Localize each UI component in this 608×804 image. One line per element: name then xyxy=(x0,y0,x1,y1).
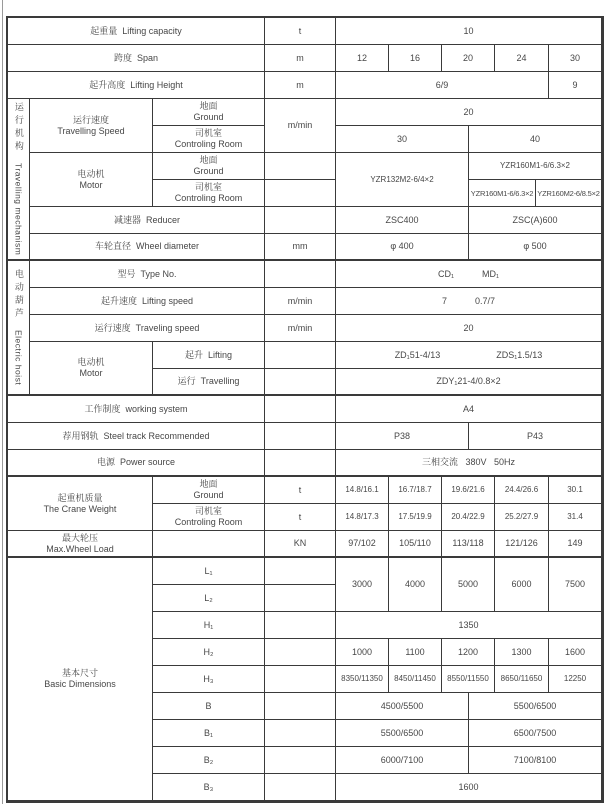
electric-hoist-en: Electric hoist xyxy=(13,330,24,386)
crane-weight-cab-unit: t xyxy=(265,504,336,531)
crane-weight-cab-v2: 17.5/19.9 xyxy=(389,504,442,531)
dim-l-v4: 6000 xyxy=(495,558,549,612)
steel-track-label xyxy=(8,423,265,450)
travelling-motor-ground-label xyxy=(153,153,265,180)
max-wheel-load-v3: 113/118 xyxy=(442,531,495,558)
dim-l-v2: 4000 xyxy=(389,558,442,612)
cab-zh: 司机室 xyxy=(194,128,222,139)
travelling-speed-ground-label xyxy=(153,99,265,126)
hoist-motor-travelling-zh: 运行 xyxy=(177,376,196,387)
dim-h1-value: 1350 xyxy=(336,612,602,639)
max-wheel-load-subcell-empty xyxy=(153,531,265,558)
dim-h1-label: H₁ xyxy=(153,612,265,639)
max-wheel-load-v5: 149 xyxy=(549,531,602,558)
dim-b1-value-right: 6500/7500 xyxy=(469,720,602,747)
type-no-label xyxy=(30,261,265,288)
hoist-motor-lifting-zh: 起升 xyxy=(184,349,203,360)
dim-l-v3: 5000 xyxy=(442,558,495,612)
lifting-capacity-label xyxy=(8,18,265,45)
dim-b3-value: 1600 xyxy=(336,774,602,801)
hoist-lifting-speed-value-a: 7 xyxy=(441,295,447,306)
dim-b2-value-left: 6000/7100 xyxy=(336,747,469,774)
max-wheel-load-v1: 97/102 xyxy=(336,531,389,558)
dim-b-value-left: 4500/5500 xyxy=(336,693,469,720)
dim-h2-v2: 1100 xyxy=(389,639,442,666)
travelling-speed-unit: m/min xyxy=(265,99,336,153)
crane-weight-ground-v5: 30.1 xyxy=(549,477,602,504)
travelling-speed-cab-value-left: 30 xyxy=(336,126,469,153)
dim-b2-label: B₂ xyxy=(153,747,265,774)
dim-l1-label: L₁ xyxy=(153,558,265,585)
reducer-label xyxy=(30,207,265,234)
working-system-zh: 工作制度 xyxy=(84,403,121,414)
span-label-en: Span xyxy=(136,52,159,63)
crane-weight-ground-v2: 16.7/18.7 xyxy=(389,477,442,504)
lifting-height-value-main: 6/9 xyxy=(336,72,549,99)
dim-h2-v3: 1200 xyxy=(442,639,495,666)
unit-cell-empty xyxy=(265,153,336,180)
unit-cell-empty xyxy=(265,612,336,639)
max-wheel-load-en: Max.Wheel Load xyxy=(46,543,114,554)
unit-cell-empty xyxy=(265,342,336,369)
unit-cell-empty xyxy=(265,423,336,450)
wheel-diameter-value-left: φ 400 xyxy=(336,234,469,261)
type-no-label-zh: 型号 xyxy=(117,268,136,279)
lifting-capacity-unit: t xyxy=(265,18,336,45)
ground-en: Ground xyxy=(193,490,224,500)
travelling-speed-label-zh: 运行速度 xyxy=(72,114,109,125)
span-unit: m xyxy=(265,45,336,72)
dim-b-label: B xyxy=(153,693,265,720)
lifting-height-label-zh: 起升高度 xyxy=(89,79,126,90)
max-wheel-load-unit: KN xyxy=(265,531,336,558)
hoist-traveling-speed-value: 20 xyxy=(336,315,602,342)
unit-cell-empty xyxy=(265,774,336,801)
hoist-motor-lifting-value-a: ZD₁51-4/13 xyxy=(394,349,441,360)
dim-h3-label: H₃ xyxy=(153,666,265,693)
steel-track-value-left: P38 xyxy=(336,423,469,450)
cab-zh: 司机室 xyxy=(194,506,222,517)
crane-weight-zh: 起重机质量 xyxy=(57,492,103,503)
crane-weight-ground-v4: 24.4/26.6 xyxy=(495,477,549,504)
unit-cell-empty xyxy=(265,720,336,747)
lifting-height-value-last: 9 xyxy=(549,72,602,99)
unit-cell-empty xyxy=(265,666,336,693)
span-value-24: 24 xyxy=(495,45,549,72)
hoist-traveling-speed-label xyxy=(30,315,265,342)
crane-weight-ground-v3: 19.6/21.6 xyxy=(442,477,495,504)
travelling-motor-label xyxy=(30,153,153,207)
cab-en: Controling Room xyxy=(174,517,243,527)
travelling-motor-cab-label xyxy=(153,180,265,207)
max-wheel-load-zh: 最大轮压 xyxy=(61,532,98,543)
hoist-lifting-speed-label xyxy=(30,288,265,315)
dim-h2-v1: 1000 xyxy=(336,639,389,666)
travelling-mechanism-zh: 运行机构 xyxy=(13,102,24,155)
travelling-mechanism-vertical-label xyxy=(13,102,24,255)
unit-cell-empty xyxy=(265,585,336,612)
reducer-label-en: Reducer xyxy=(145,214,181,225)
unit-cell-empty xyxy=(265,558,336,585)
ground-zh: 地面 xyxy=(199,101,218,112)
span-value-12: 12 xyxy=(336,45,389,72)
hoist-motor-lifting-value xyxy=(336,342,602,369)
span-label xyxy=(8,45,265,72)
electric-hoist-vertical-label xyxy=(13,269,24,385)
hoist-motor-zh: 电动机 xyxy=(77,357,105,368)
lifting-height-unit: m xyxy=(265,72,336,99)
travelling-speed-cab-value-right: 40 xyxy=(469,126,602,153)
wheel-diameter-unit: mm xyxy=(265,234,336,261)
crane-weight-cab-v5: 31.4 xyxy=(549,504,602,531)
lifting-capacity-label-en: Lifting capacity xyxy=(122,25,182,36)
unit-cell-empty xyxy=(265,450,336,477)
crane-weight-cab-v1: 14.8/17.3 xyxy=(336,504,389,531)
span-value-20: 20 xyxy=(442,45,495,72)
ground-zh: 地面 xyxy=(199,479,218,490)
hoist-motor-travelling-value: ZDY₁21-4/0.8×2 xyxy=(336,369,602,396)
basic-dimensions-en: Basic Dimensions xyxy=(44,679,116,689)
type-no-value-a: CD₁ xyxy=(437,268,454,279)
wheel-diameter-label-en: Wheel diameter xyxy=(135,241,200,252)
dim-h3-v3: 8550/11550 xyxy=(442,666,495,693)
reducer-value-right: ZSC(A)600 xyxy=(469,207,602,234)
dim-h3-v2: 8450/11450 xyxy=(389,666,442,693)
hoist-motor-travelling-label xyxy=(153,369,265,396)
travelling-motor-main-value: YZR132M2-6/4×2 xyxy=(336,153,469,207)
travelling-motor-en: Motor xyxy=(79,179,103,190)
cab-en: Controling Room xyxy=(174,193,243,203)
crane-weight-cab-label xyxy=(153,504,265,531)
dim-l2-label: L₂ xyxy=(153,585,265,612)
crane-weight-cab-v3: 20.4/22.9 xyxy=(442,504,495,531)
hoist-motor-lifting-label xyxy=(153,342,265,369)
reducer-value-left: ZSC400 xyxy=(336,207,469,234)
dim-h3-v4: 8650/11650 xyxy=(495,666,549,693)
steel-track-value-right: P43 xyxy=(469,423,602,450)
ground-en: Ground xyxy=(193,112,224,122)
hoist-motor-lifting-value-b: ZDS₁1.5/13 xyxy=(496,349,543,360)
lifting-capacity-value: 10 xyxy=(336,18,602,45)
max-wheel-load-v4: 121/126 xyxy=(495,531,549,558)
dim-b1-label: B₁ xyxy=(153,720,265,747)
electric-hoist-zh: 电动葫芦 xyxy=(13,269,24,322)
dim-h2-label: H₂ xyxy=(153,639,265,666)
wheel-diameter-label xyxy=(30,234,265,261)
hoist-motor-label xyxy=(30,342,153,396)
crane-weight-ground-v1: 14.8/16.1 xyxy=(336,477,389,504)
dim-h2-v4: 1300 xyxy=(495,639,549,666)
dim-h2-v5: 1600 xyxy=(549,639,602,666)
hoist-motor-lifting-en: Lifting xyxy=(207,349,233,360)
crane-weight-unit: t xyxy=(265,477,336,504)
travelling-motor-right-bottom-right-value: YZR160M2-6/8.5×2 xyxy=(536,180,602,207)
basic-dimensions-zh: 基本尺寸 xyxy=(61,668,98,679)
hoist-traveling-speed-en: Traveling speed xyxy=(135,322,200,333)
power-source-value: 三相交流 380V 50Hz xyxy=(336,450,602,477)
wheel-diameter-label-zh: 车轮直径 xyxy=(94,241,131,252)
max-wheel-load-label xyxy=(8,531,153,558)
crane-weight-en: The Crane Weight xyxy=(43,503,117,514)
dim-l-v5: 7500 xyxy=(549,558,602,612)
unit-cell-empty xyxy=(265,396,336,423)
cab-en: Controling Room xyxy=(174,139,243,149)
hoist-motor-travelling-en: Travelling xyxy=(200,376,240,387)
travelling-speed-label xyxy=(30,99,153,153)
lifting-capacity-label-zh: 起重量 xyxy=(90,25,118,36)
hoist-lifting-speed-unit: m/min xyxy=(265,288,336,315)
working-system-en: working system xyxy=(125,403,188,414)
hoist-lifting-speed-value-b: 0.7/7 xyxy=(474,295,496,306)
hoist-motor-en: Motor xyxy=(79,368,103,378)
travelling-motor-right-top-value: YZR160M1-6/6.3×2 xyxy=(469,153,602,180)
travelling-motor-right-bottom-left-value: YZR160M1-6/6.3×2 xyxy=(469,180,536,207)
travelling-speed-ground-value: 20 xyxy=(336,99,602,126)
type-no-value xyxy=(336,261,602,288)
unit-cell-empty xyxy=(265,639,336,666)
steel-track-zh: 荐用钢轨 xyxy=(62,430,99,441)
basic-dimensions-label xyxy=(8,558,153,801)
type-no-label-en: Type No. xyxy=(140,268,177,279)
unit-cell-empty xyxy=(265,261,336,288)
wheel-diameter-value-right: φ 500 xyxy=(469,234,602,261)
unit-cell-empty xyxy=(265,207,336,234)
hoist-lifting-speed-en: Lifting speed xyxy=(141,295,194,306)
lifting-height-label xyxy=(8,72,265,99)
lifting-height-label-en: Lifting Height xyxy=(130,79,183,90)
dim-l-v1: 3000 xyxy=(336,558,389,612)
travelling-speed-label-en: Travelling Speed xyxy=(57,125,125,136)
span-label-zh: 跨度 xyxy=(113,52,132,63)
crane-weight-label xyxy=(8,477,153,531)
power-source-label xyxy=(8,450,265,477)
unit-cell-empty xyxy=(265,180,336,207)
dim-b3-label: B₃ xyxy=(153,774,265,801)
hoist-lifting-speed-value xyxy=(336,288,602,315)
dim-b2-value-right: 7100/8100 xyxy=(469,747,602,774)
ground-en: Ground xyxy=(193,166,224,176)
hoist-traveling-speed-unit: m/min xyxy=(265,315,336,342)
dim-h3-v1: 8350/11350 xyxy=(336,666,389,693)
unit-cell-empty xyxy=(265,369,336,396)
dim-b1-value-left: 5500/6500 xyxy=(336,720,469,747)
reducer-label-zh: 减速器 xyxy=(113,214,141,225)
working-system-value: A4 xyxy=(336,396,602,423)
span-value-16: 16 xyxy=(389,45,442,72)
unit-cell-empty xyxy=(265,693,336,720)
travelling-mechanism-en: Travelling mechanism xyxy=(13,163,24,256)
dim-b-value-right: 5500/6500 xyxy=(469,693,602,720)
power-source-zh: 电源 xyxy=(96,457,115,468)
travelling-speed-cab-label xyxy=(153,126,265,153)
crane-weight-cab-v4: 25.2/27.9 xyxy=(495,504,549,531)
crane-weight-ground-label xyxy=(153,477,265,504)
working-system-label xyxy=(8,396,265,423)
ground-zh: 地面 xyxy=(199,155,218,166)
hoist-traveling-speed-zh: 运行速度 xyxy=(94,322,131,333)
power-source-en: Power source xyxy=(119,457,176,468)
hoist-lifting-speed-zh: 起升速度 xyxy=(100,295,137,306)
travelling-mechanism-section-strip xyxy=(8,99,30,261)
dim-h3-v5: 12250 xyxy=(549,666,602,693)
steel-track-en: Steel track Recommended xyxy=(103,430,210,441)
page-edge-line xyxy=(2,0,3,804)
crane-spec-table xyxy=(6,16,604,803)
max-wheel-load-v2: 105/110 xyxy=(389,531,442,558)
cab-zh: 司机室 xyxy=(194,182,222,193)
type-no-value-b: MD₁ xyxy=(482,268,500,279)
span-value-30: 30 xyxy=(549,45,602,72)
unit-cell-empty xyxy=(265,747,336,774)
electric-hoist-section-strip xyxy=(8,261,30,396)
travelling-motor-zh: 电动机 xyxy=(77,168,105,179)
